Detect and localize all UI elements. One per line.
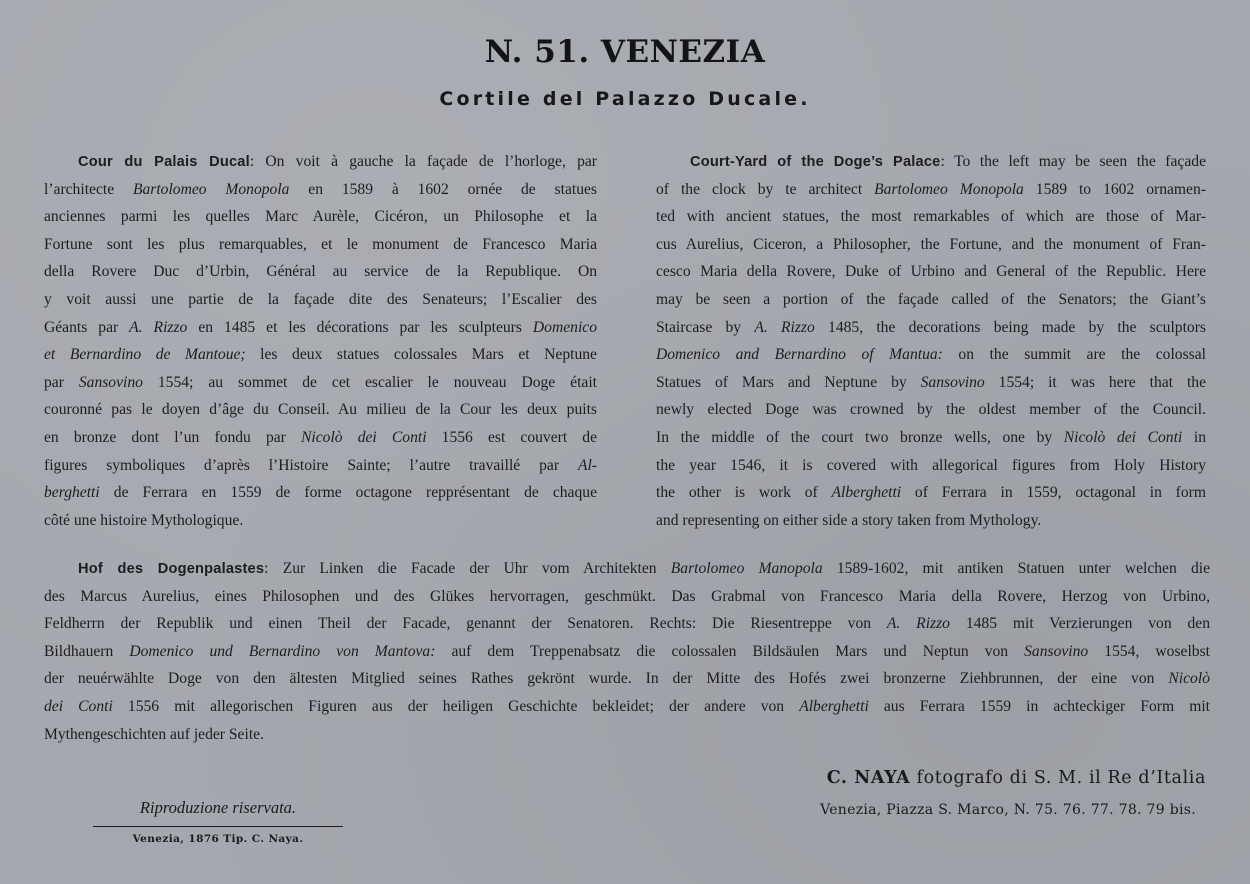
text-line [656, 424, 1206, 452]
text-run: the other is work of [656, 484, 832, 502]
text-run: y voit aussi une partie de la façade dite des Senateurs; l’Escalier des [44, 290, 597, 308]
text-run: couronné pas le doyen d’âge du Conseil. Au milieu de la Cour les deux puits [44, 401, 597, 419]
text-run: les deux statues colossales Mars et Neptune [245, 346, 597, 364]
text-line [656, 341, 1206, 369]
text-line [44, 286, 597, 314]
text-run: de Ferrara en 1559 de forme octagone repprésentant de chaque [99, 484, 597, 502]
text-line [44, 369, 597, 397]
text-run: of the clock by te architect [656, 180, 875, 198]
text-run: : On voit à gauche la façade de l’horloge, par [249, 153, 597, 170]
text-run: aus Ferrara 1559 in achteckiger Form mit [868, 697, 1210, 715]
italic-name: Domenico and Bernardino of Mantua: [656, 346, 943, 364]
text-line [44, 638, 1210, 666]
text-run: en 1589 à 1602 ornée de statues [289, 180, 597, 198]
italic-name: Nicolò dei Conti [1063, 428, 1183, 446]
text-line [44, 258, 597, 286]
italic-name: Bartolomeo Monopola [874, 180, 1024, 198]
page-title: N. 51. VENEZIA [484, 34, 766, 70]
text-run: 1556 mit allegorischen Figuren aus der heiligen Geschichte bekleidet; der andere von [112, 697, 800, 715]
text-run: en bronze dont l’un fondu par [44, 428, 301, 446]
text-line [656, 203, 1206, 231]
section-lead: Court-Yard of the Doge’s Palace [690, 154, 941, 170]
text-run: der neuérwählte Doge von den ältesten Mitglied seines Rathes gekrönt wurde. In der Mitte des Hofés zwei bronzerne Ziehbrunnen, der eine von [44, 670, 1169, 688]
text-run: 1554, woselbst [1088, 642, 1210, 660]
text-line [44, 148, 597, 176]
text-run: the year 1546, it is covered with allegorical figures from Holy History [656, 456, 1206, 474]
text-run: of Ferrara in 1559, octagonal in form [901, 484, 1206, 502]
italic-name: Bartolomeo Monopola [132, 180, 290, 198]
text-run: in [1182, 428, 1206, 446]
text-run: l’architecte [44, 180, 133, 198]
italic-name: A. Rizzo [754, 318, 815, 336]
text-run: : Zur Linken die Facade der Uhr vom Architekten [264, 560, 671, 577]
text-line [656, 258, 1206, 286]
studio-credit [760, 768, 1228, 788]
studio-address: Venezia, Piazza S. Marco, N. 75. 76. 77. 78. 79 bis. [820, 802, 1196, 818]
text-line [656, 369, 1206, 397]
text-line [44, 721, 1210, 749]
text-run: In the middle of the court two bronze wells, one by [656, 428, 1064, 446]
english-description [656, 148, 1206, 534]
italic-name: Sansovino [78, 373, 143, 391]
text-run: may be seen a portion of the façade called of the Senators; the Giant’s [656, 290, 1206, 308]
text-run: Fortune sont les plus remarquables, et le monument de Francesco Maria [44, 235, 597, 253]
text-run: auf dem Treppenabsatz die colossalen Bildsäulen Mars und Neptun von [435, 642, 1025, 660]
text-run: des Marcus Aurelius, eines Philosophen und des Glükes hervorragen, geschmükt. Das Grabmal von Francesco Maria della Rovere, Herzog von Urbino, [44, 587, 1210, 605]
text-line [44, 396, 597, 424]
italic-name: Domenico und Bernardino von Mantova: [129, 642, 436, 660]
text-line [44, 314, 597, 342]
italic-name: Sansovino [1024, 642, 1089, 660]
german-description [44, 555, 1210, 748]
text-run: 1554; au sommet de cet escalier le nouveau Doge était [142, 373, 597, 391]
text-line [656, 479, 1206, 507]
text-run: Feldherrn der Republik und einen Theil der Facade, genannt der Senatoren. Rechts: Die Riesentreppe von [44, 615, 887, 633]
printer-imprint: Venezia, 1876 Tip. C. Naya. [132, 833, 304, 845]
text-line [656, 507, 1206, 535]
divider-rule [93, 826, 343, 827]
text-run: 1485, the decorations being made by the sculptors [814, 318, 1206, 336]
text-line [44, 424, 597, 452]
italic-name: Nicolò dei Conti [301, 428, 427, 446]
text-run: côté une histoire Mythologique. [44, 511, 244, 529]
italic-name: berghetti [44, 484, 100, 502]
text-run: Bildhauern [44, 642, 130, 660]
text-line [656, 286, 1206, 314]
text-line [656, 148, 1206, 176]
text-line [44, 507, 597, 535]
text-run: cus Aurelius, Ciceron, a Philosopher, the Fortune, and the monument of Fran- [656, 235, 1206, 253]
text-run: newly elected Doge was crowned by the oldest member of the Council. [656, 401, 1206, 419]
text-run: 1589-1602, mit antiken Statuen unter welchen die [822, 560, 1210, 577]
text-run: della Rovere Duc d’Urbin, Général au service de la Republique. On [44, 263, 597, 281]
italic-name: Bartolomeo Manopola [670, 560, 823, 577]
studio-title: fotografo di S. M. il Re d’Italia [910, 768, 1206, 788]
italic-name: Nicolò [1168, 670, 1210, 688]
text-line [44, 479, 597, 507]
italic-name: et Bernardino de Mantoue; [44, 346, 246, 364]
text-line [44, 583, 1210, 611]
text-line [44, 610, 1210, 638]
text-line [656, 231, 1206, 259]
text-run: and representing on either side a story taken from Mythology. [656, 511, 1042, 529]
text-line [44, 231, 597, 259]
text-line [656, 314, 1206, 342]
text-line [44, 665, 1210, 693]
page-subtitle: Cortile del Palazzo Ducale. [439, 88, 811, 110]
italic-name: A. Rizzo [129, 318, 188, 336]
text-line [656, 452, 1206, 480]
italic-name: Alberghetti [799, 697, 869, 715]
studio-name: C. NAYA [826, 768, 911, 788]
text-line [44, 452, 597, 480]
text-line [656, 176, 1206, 204]
text-run: 1589 to 1602 ornamen- [1023, 180, 1206, 198]
text-run: Géants par [44, 318, 130, 336]
italic-name: Al- [577, 456, 597, 474]
text-run: en 1485 et les décorations par les sculpteurs [187, 318, 533, 336]
reproduction-notice: Riproduzione riservata. [139, 798, 297, 817]
text-run: on the summit are the colossal [942, 346, 1206, 364]
section-lead: Cour du Palais Ducal [78, 154, 250, 170]
text-run: par [44, 373, 79, 391]
text-line [44, 203, 597, 231]
text-line [44, 341, 597, 369]
text-line [656, 396, 1206, 424]
text-line [44, 176, 597, 204]
text-line [44, 555, 1210, 583]
italic-name: dei Conti [44, 697, 113, 715]
text-run: : To the left may be seen the façade [940, 153, 1206, 170]
text-run: figures symboliques d’après l’Histoire Sainte; l’autre travaillé par [44, 456, 578, 474]
text-run: Mythengeschichten auf jeder Seite. [44, 725, 264, 743]
french-description [44, 148, 597, 534]
text-line [44, 693, 1210, 721]
italic-name: Alberghetti [831, 484, 902, 502]
text-run: Staircase by [656, 318, 755, 336]
italic-name: Sansovino [920, 373, 985, 391]
text-run: 1554; it was here that the [984, 373, 1206, 391]
italic-name: A. Rizzo [886, 615, 950, 633]
text-run: anciennes parmi les quelles Marc Aurèle, Cicéron, un Philosophe et la [44, 208, 597, 226]
text-run: cesco Maria della Rovere, Duke of Urbino and General of the Republic. Here [656, 263, 1206, 281]
section-lead: Hof des Dogenpalastes [78, 561, 265, 577]
text-run: Statues of Mars and Neptune by [656, 373, 921, 391]
text-run: 1556 est couvert de [426, 428, 597, 446]
text-run: ted with ancient statues, the most remarkables of which are those of Mar- [656, 208, 1206, 226]
text-run: 1485 mit Verzierungen von den [949, 615, 1210, 633]
italic-name: Domenico [532, 318, 597, 336]
